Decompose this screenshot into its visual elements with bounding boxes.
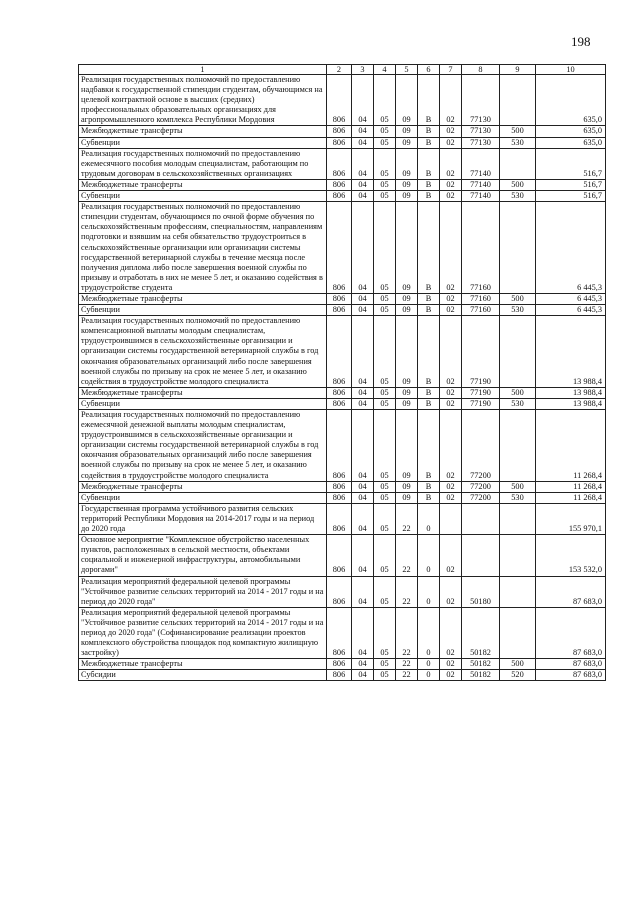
code-cell: 05 — [374, 316, 396, 388]
code-cell: 77140 — [462, 148, 500, 179]
amount-cell: 13 988,4 — [536, 398, 606, 409]
code-cell: В — [418, 387, 440, 398]
code-cell: 806 — [327, 148, 352, 179]
row-name-cell: Субвенции — [79, 398, 327, 409]
row-name-cell: Межбюджетные трансферты — [79, 387, 327, 398]
code-cell: 500 — [500, 659, 536, 670]
amount-cell: 87 683,0 — [536, 576, 606, 607]
code-cell — [500, 148, 536, 179]
code-cell: 806 — [327, 305, 352, 316]
code-cell: 22 — [396, 670, 418, 681]
code-cell: В — [418, 75, 440, 126]
code-cell: 806 — [327, 316, 352, 388]
code-cell — [500, 202, 536, 294]
row-name-cell: Субвенции — [79, 191, 327, 202]
code-cell: 04 — [352, 659, 374, 670]
row-name-cell: Государственная программа устойчивого развития сельских территорий Республики Мордовия на 2014-2017 годы и на период до 2020 года — [79, 503, 327, 534]
code-cell: 02 — [440, 481, 462, 492]
code-cell: 05 — [374, 293, 396, 304]
code-cell: В — [418, 148, 440, 179]
code-cell: 0 — [418, 607, 440, 658]
table-row — [79, 148, 606, 179]
code-cell: 500 — [500, 179, 536, 190]
row-name-cell: Субвенции — [79, 492, 327, 503]
code-cell: 806 — [327, 137, 352, 148]
table-row — [79, 670, 606, 681]
code-cell: 02 — [440, 398, 462, 409]
code-cell: 02 — [440, 305, 462, 316]
code-cell: 530 — [500, 305, 536, 316]
table-row — [79, 492, 606, 503]
code-cell: 50180 — [462, 576, 500, 607]
column-header: 3 — [352, 65, 374, 75]
code-cell: 04 — [352, 126, 374, 137]
code-cell: 05 — [374, 137, 396, 148]
code-cell: 04 — [352, 398, 374, 409]
table-row — [79, 293, 606, 304]
code-cell: В — [418, 481, 440, 492]
table-row — [79, 535, 606, 576]
row-name-cell: Реализация государственных полномочий по предоставлению ежемесячной денежной выплаты молодым специалистам, трудоустроившимся в сельскохозяйственные организации и организации системы государственной ветеринарной службы в год окончания образовательных организаций либо после завершения военной службы по призыву на срок не менее 5 лет, и оказанию содействия в трудоустройстве молодого специалиста — [79, 410, 327, 482]
code-cell: 530 — [500, 137, 536, 148]
code-cell: 05 — [374, 398, 396, 409]
code-cell: 500 — [500, 481, 536, 492]
code-cell: В — [418, 305, 440, 316]
code-cell: 806 — [327, 387, 352, 398]
code-cell: 77130 — [462, 126, 500, 137]
code-cell: 02 — [440, 410, 462, 482]
code-cell: 05 — [374, 179, 396, 190]
code-cell: 02 — [440, 576, 462, 607]
code-cell: 05 — [374, 659, 396, 670]
code-cell: 806 — [327, 191, 352, 202]
row-name-cell: Межбюджетные трансферты — [79, 659, 327, 670]
code-cell: 05 — [374, 126, 396, 137]
code-cell: 77190 — [462, 316, 500, 388]
table-header-row — [79, 65, 606, 75]
amount-cell: 153 532,0 — [536, 535, 606, 576]
column-header: 2 — [327, 65, 352, 75]
code-cell — [500, 535, 536, 576]
code-cell: 09 — [396, 75, 418, 126]
table-row — [79, 202, 606, 294]
code-cell: 04 — [352, 75, 374, 126]
table-row — [79, 481, 606, 492]
code-cell: 77190 — [462, 398, 500, 409]
code-cell: 22 — [396, 607, 418, 658]
code-cell: 09 — [396, 316, 418, 388]
code-cell — [462, 535, 500, 576]
code-cell: 77130 — [462, 137, 500, 148]
code-cell: 05 — [374, 191, 396, 202]
row-name-cell: Реализация мероприятий федеральной целевой программы "Устойчивое развитие сельских территорий на 2014 - 2017 годы и на период до 2020 года" — [79, 576, 327, 607]
table-row — [79, 387, 606, 398]
code-cell: 02 — [440, 492, 462, 503]
code-cell: 500 — [500, 387, 536, 398]
code-cell: В — [418, 293, 440, 304]
code-cell: 806 — [327, 481, 352, 492]
code-cell: 05 — [374, 670, 396, 681]
table-row — [79, 607, 606, 658]
code-cell: 806 — [327, 535, 352, 576]
row-name-cell: Субсидии — [79, 670, 327, 681]
code-cell: 02 — [440, 670, 462, 681]
code-cell: 02 — [440, 535, 462, 576]
row-name-cell: Субвенции — [79, 305, 327, 316]
code-cell — [500, 316, 536, 388]
code-cell — [500, 75, 536, 126]
table-row — [79, 179, 606, 190]
code-cell: В — [418, 179, 440, 190]
code-cell: В — [418, 202, 440, 294]
code-cell: 806 — [327, 410, 352, 482]
code-cell: 806 — [327, 503, 352, 534]
row-name-cell: Реализация государственных полномочий по предоставлению надбавки к государственной стипендии студентам, обучающимся на целевой контрактной основе в высших (средних) профессиональных образовательных организациях для агропромышленного комплекса Республики Мордовия — [79, 75, 327, 126]
code-cell: 0 — [418, 659, 440, 670]
code-cell — [500, 503, 536, 534]
code-cell: 806 — [327, 607, 352, 658]
row-name-cell: Основное мероприятие "Комплексное обустройство населенных пунктов, расположенных в сельской местности, объектами социальной и инженерной инфраструктуры, автомобильными дорогами" — [79, 535, 327, 576]
code-cell: 806 — [327, 670, 352, 681]
code-cell: 02 — [440, 293, 462, 304]
code-cell: 05 — [374, 492, 396, 503]
code-cell: 05 — [374, 202, 396, 294]
amount-cell: 11 268,4 — [536, 492, 606, 503]
code-cell: 05 — [374, 535, 396, 576]
code-cell: 500 — [500, 126, 536, 137]
code-cell: 04 — [352, 316, 374, 388]
code-cell: 22 — [396, 659, 418, 670]
code-cell: 05 — [374, 410, 396, 482]
row-name-cell: Реализация государственных полномочий по предоставлению компенсационной выплаты молодым специалистам, трудоустроившимся в сельскохозяйственные организации и организации системы государственной ветеринарной службы в год окончания образовательных организаций либо после завершения военной службы по призыву на срок не менее 5 лет, и оказанию содействия в трудоустройстве молодого специалиста — [79, 316, 327, 388]
table-row — [79, 398, 606, 409]
code-cell: 530 — [500, 492, 536, 503]
code-cell: В — [418, 316, 440, 388]
code-cell: 05 — [374, 387, 396, 398]
table-row — [79, 137, 606, 148]
code-cell — [500, 410, 536, 482]
code-cell: 09 — [396, 191, 418, 202]
code-cell: 05 — [374, 607, 396, 658]
row-name-cell: Реализация мероприятий федеральной целевой программы "Устойчивое развитие сельских территорий на 2014 - 2017 годы и на период до 2020 года" (Софинансирование реализации проектов комплексного обустройства площадок под компактную жилищную застройку) — [79, 607, 327, 658]
code-cell: 02 — [440, 179, 462, 190]
row-name-cell: Реализация государственных полномочий по предоставлению стипендии студентам, обучающимся по очной форме обучения по сельскохозяйственным профессиям, специальностям, направлениям подготовки и взявшим на себя обязательство трудоустроиться в сельскохозяйственные организации или организации системы государственной ветеринарной службы в течение месяца после получения диплома либо после завершения военной службы по призыву и отработать в них не менее 5 лет, и оказанию содействия в трудоустройстве студента — [79, 202, 327, 294]
code-cell: 77160 — [462, 202, 500, 294]
code-cell: 50182 — [462, 659, 500, 670]
column-header: 10 — [536, 65, 606, 75]
code-cell: 806 — [327, 659, 352, 670]
code-cell: 02 — [440, 191, 462, 202]
column-header: 5 — [396, 65, 418, 75]
code-cell: 77200 — [462, 410, 500, 482]
amount-cell: 516,7 — [536, 191, 606, 202]
amount-cell: 11 268,4 — [536, 481, 606, 492]
code-cell: 806 — [327, 75, 352, 126]
table-row — [79, 410, 606, 482]
row-name-cell: Реализация государственных полномочий по предоставлению ежемесячного пособия молодым специалистам, работающим по трудовым договорам в сельскохозяйственных организациях — [79, 148, 327, 179]
code-cell: 05 — [374, 305, 396, 316]
code-cell: 04 — [352, 202, 374, 294]
code-cell: 09 — [396, 481, 418, 492]
code-cell: 77160 — [462, 293, 500, 304]
code-cell: 77130 — [462, 75, 500, 126]
code-cell: 50182 — [462, 670, 500, 681]
column-header: 9 — [500, 65, 536, 75]
code-cell: В — [418, 492, 440, 503]
code-cell: 04 — [352, 607, 374, 658]
code-cell: 806 — [327, 179, 352, 190]
code-cell: В — [418, 191, 440, 202]
code-cell: 09 — [396, 293, 418, 304]
code-cell: 09 — [396, 179, 418, 190]
code-cell: 806 — [327, 126, 352, 137]
code-cell: 806 — [327, 398, 352, 409]
table-row — [79, 75, 606, 126]
code-cell: 22 — [396, 503, 418, 534]
code-cell: 22 — [396, 576, 418, 607]
amount-cell: 13 988,4 — [536, 387, 606, 398]
code-cell: 04 — [352, 179, 374, 190]
code-cell: 02 — [440, 387, 462, 398]
code-cell: 22 — [396, 535, 418, 576]
code-cell: 05 — [374, 503, 396, 534]
code-cell: 77190 — [462, 387, 500, 398]
amount-cell: 87 683,0 — [536, 607, 606, 658]
amount-cell: 155 970,1 — [536, 503, 606, 534]
code-cell: 09 — [396, 137, 418, 148]
code-cell: 520 — [500, 670, 536, 681]
code-cell: В — [418, 410, 440, 482]
code-cell: 50182 — [462, 607, 500, 658]
column-header: 8 — [462, 65, 500, 75]
code-cell: 0 — [418, 503, 440, 534]
code-cell: 09 — [396, 148, 418, 179]
amount-cell: 13 988,4 — [536, 316, 606, 388]
code-cell: 09 — [396, 387, 418, 398]
row-name-cell: Межбюджетные трансферты — [79, 293, 327, 304]
code-cell: 02 — [440, 607, 462, 658]
code-cell: 04 — [352, 492, 374, 503]
code-cell: 02 — [440, 202, 462, 294]
amount-cell: 6 445,3 — [536, 293, 606, 304]
code-cell: 05 — [374, 75, 396, 126]
code-cell: 05 — [374, 481, 396, 492]
amount-cell: 6 445,3 — [536, 305, 606, 316]
code-cell: 04 — [352, 387, 374, 398]
amount-cell: 87 683,0 — [536, 670, 606, 681]
code-cell: 04 — [352, 503, 374, 534]
code-cell: 02 — [440, 137, 462, 148]
table-row — [79, 576, 606, 607]
amount-cell: 87 683,0 — [536, 659, 606, 670]
table-row — [79, 191, 606, 202]
code-cell: 09 — [396, 492, 418, 503]
column-header: 7 — [440, 65, 462, 75]
code-cell — [462, 503, 500, 534]
code-cell: 77140 — [462, 191, 500, 202]
budget-table — [78, 64, 606, 681]
page-number: 198 — [571, 34, 591, 49]
code-cell: 02 — [440, 126, 462, 137]
amount-cell: 11 268,4 — [536, 410, 606, 482]
code-cell: В — [418, 137, 440, 148]
column-header: 4 — [374, 65, 396, 75]
code-cell: 02 — [440, 316, 462, 388]
column-header: 1 — [79, 65, 327, 75]
table-row — [79, 659, 606, 670]
code-cell: В — [418, 126, 440, 137]
code-cell: 0 — [418, 535, 440, 576]
code-cell: 04 — [352, 191, 374, 202]
code-cell: 806 — [327, 293, 352, 304]
code-cell: 04 — [352, 481, 374, 492]
amount-cell: 516,7 — [536, 148, 606, 179]
code-cell: 09 — [396, 202, 418, 294]
code-cell: 77140 — [462, 179, 500, 190]
code-cell: 02 — [440, 148, 462, 179]
code-cell: 05 — [374, 576, 396, 607]
code-cell: 04 — [352, 293, 374, 304]
code-cell: 04 — [352, 535, 374, 576]
row-name-cell: Межбюджетные трансферты — [79, 481, 327, 492]
code-cell — [440, 503, 462, 534]
code-cell: 530 — [500, 398, 536, 409]
row-name-cell: Межбюджетные трансферты — [79, 126, 327, 137]
code-cell: 04 — [352, 670, 374, 681]
code-cell: 02 — [440, 75, 462, 126]
table-row — [79, 503, 606, 534]
code-cell: 77200 — [462, 492, 500, 503]
code-cell: 77200 — [462, 481, 500, 492]
code-cell: 09 — [396, 410, 418, 482]
code-cell: 04 — [352, 137, 374, 148]
code-cell: 02 — [440, 659, 462, 670]
code-cell: 09 — [396, 126, 418, 137]
code-cell: 806 — [327, 492, 352, 503]
amount-cell: 516,7 — [536, 179, 606, 190]
table-row — [79, 126, 606, 137]
code-cell: 806 — [327, 202, 352, 294]
amount-cell: 635,0 — [536, 126, 606, 137]
code-cell: 530 — [500, 191, 536, 202]
code-cell: 04 — [352, 410, 374, 482]
code-cell — [500, 607, 536, 658]
row-name-cell: Субвенции — [79, 137, 327, 148]
code-cell — [500, 576, 536, 607]
code-cell: 05 — [374, 148, 396, 179]
code-cell: 09 — [396, 398, 418, 409]
amount-cell: 6 445,3 — [536, 202, 606, 294]
code-cell: 04 — [352, 305, 374, 316]
table-row — [79, 316, 606, 388]
column-header: 6 — [418, 65, 440, 75]
code-cell: В — [418, 398, 440, 409]
table-row — [79, 305, 606, 316]
code-cell: 500 — [500, 293, 536, 304]
amount-cell: 635,0 — [536, 75, 606, 126]
code-cell: 04 — [352, 576, 374, 607]
code-cell: 09 — [396, 305, 418, 316]
amount-cell: 635,0 — [536, 137, 606, 148]
code-cell: 77160 — [462, 305, 500, 316]
code-cell: 04 — [352, 148, 374, 179]
row-name-cell: Межбюджетные трансферты — [79, 179, 327, 190]
code-cell: 806 — [327, 576, 352, 607]
code-cell: 0 — [418, 670, 440, 681]
code-cell: 0 — [418, 576, 440, 607]
